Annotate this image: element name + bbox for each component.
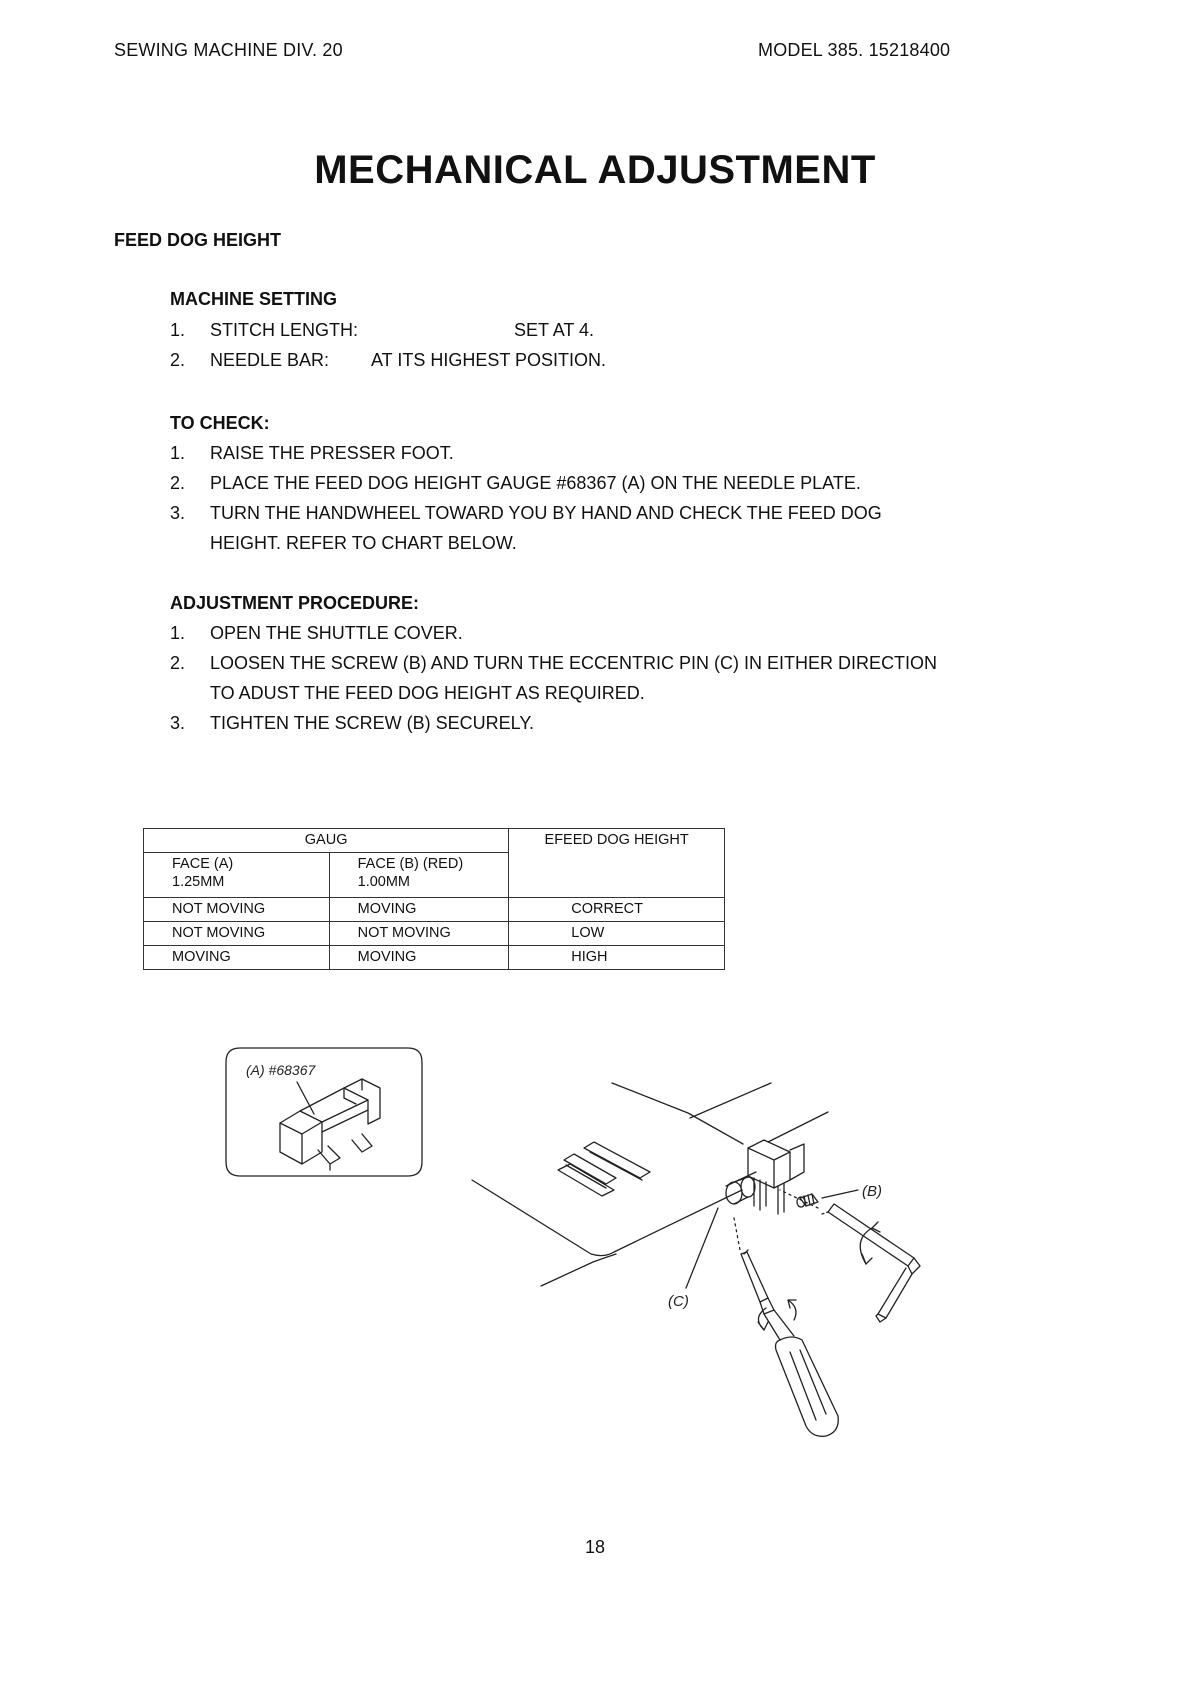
gauge-label: (A) #68367	[246, 1062, 316, 1078]
item-value: SET AT 4.	[514, 320, 595, 340]
table-cell: HIGH	[509, 946, 725, 970]
item-number: 2.	[170, 350, 186, 370]
table-cell: NOT MOVING	[329, 922, 509, 946]
item-value: AT ITS HIGHEST POSITION.	[371, 350, 607, 370]
face-a-label: FACE (A)	[172, 856, 234, 872]
item-text: PLACE THE FEED DOG HEIGHT GAUGE #68367 (A) ON THE NEEDLE PLATE.	[210, 473, 861, 493]
list-item	[0, 443, 1190, 467]
table-face-a	[144, 853, 330, 898]
screw-b	[797, 1194, 818, 1207]
table-face-b	[329, 853, 509, 898]
header-left: SEWING MACHINE DIV. 20	[114, 40, 343, 60]
item-label: STITCH LENGTH:	[210, 320, 359, 340]
item-text-cont: TO ADUST THE FEED DOG HEIGHT AS REQUIRED.	[210, 683, 645, 703]
face-a-size: 1.25MM	[172, 874, 225, 890]
item-number: 3.	[170, 713, 186, 733]
list-item	[0, 623, 1190, 647]
adjustment-illustration	[0, 1030, 1190, 1470]
face-b-size: 1.00MM	[357, 874, 411, 890]
table-header-height: EFEED DOG HEIGHT	[509, 829, 725, 898]
gauge-inset	[226, 1048, 422, 1176]
label-c: (C)	[668, 1293, 689, 1310]
item-text: RAISE THE PRESSER FOOT.	[210, 443, 454, 463]
table-cell: CORRECT	[509, 898, 725, 922]
list-item	[0, 350, 1190, 374]
table-cell: NOT MOVING	[144, 898, 330, 922]
table-cell: NOT MOVING	[144, 922, 330, 946]
gauge-table	[143, 828, 725, 970]
table-row	[144, 898, 725, 922]
machine-bed	[472, 1083, 828, 1286]
screwdriver-icon	[734, 1218, 838, 1436]
item-number: 1.	[170, 623, 186, 643]
item-text: LOOSEN THE SCREW (B) AND TURN THE ECCENTRIC PIN (C) IN EITHER DIRECTION	[210, 653, 938, 673]
list-item	[0, 320, 1190, 344]
item-text: TIGHTEN THE SCREW (B) SECURELY.	[210, 713, 535, 733]
adjustment-heading: ADJUSTMENT PROCEDURE:	[170, 593, 420, 613]
table-row	[144, 946, 725, 970]
item-number: 2.	[170, 473, 186, 493]
list-item	[0, 713, 1190, 737]
table-header-gauge: GAUG	[144, 829, 509, 853]
table-header-row	[144, 829, 725, 853]
table-row	[144, 922, 725, 946]
table-cell: MOVING	[329, 946, 509, 970]
page-number: 18	[584, 1537, 606, 1557]
feed-dog-slots	[558, 1142, 650, 1196]
page-title: MECHANICAL ADJUSTMENT	[314, 148, 876, 192]
section-title: FEED DOG HEIGHT	[114, 230, 282, 250]
item-label: NEEDLE BAR:	[210, 350, 330, 370]
list-item	[0, 473, 1190, 497]
table-cell: MOVING	[144, 946, 330, 970]
item-number: 1.	[170, 320, 186, 340]
table-cell: MOVING	[329, 898, 509, 922]
list-item	[0, 503, 1190, 557]
item-number: 1.	[170, 443, 186, 463]
item-text-cont: HEIGHT. REFER TO CHART BELOW.	[210, 533, 517, 553]
gauge-icon	[280, 1079, 380, 1170]
list-item	[0, 653, 1190, 707]
face-b-label: FACE (B) (RED)	[357, 856, 464, 872]
item-number: 2.	[170, 653, 186, 673]
table-cell: LOW	[509, 922, 725, 946]
item-text: OPEN THE SHUTTLE COVER.	[210, 623, 463, 643]
item-number: 3.	[170, 503, 186, 523]
header-right: MODEL 385. 15218400	[758, 40, 951, 60]
item-text: TURN THE HANDWHEEL TOWARD YOU BY HAND AND CHECK THE FEED DOG	[210, 503, 882, 523]
label-b: (B)	[862, 1183, 882, 1200]
allen-key-icon	[780, 1190, 920, 1322]
machine-setting-heading: MACHINE SETTING	[170, 289, 338, 309]
to-check-heading: TO CHECK:	[170, 413, 270, 433]
